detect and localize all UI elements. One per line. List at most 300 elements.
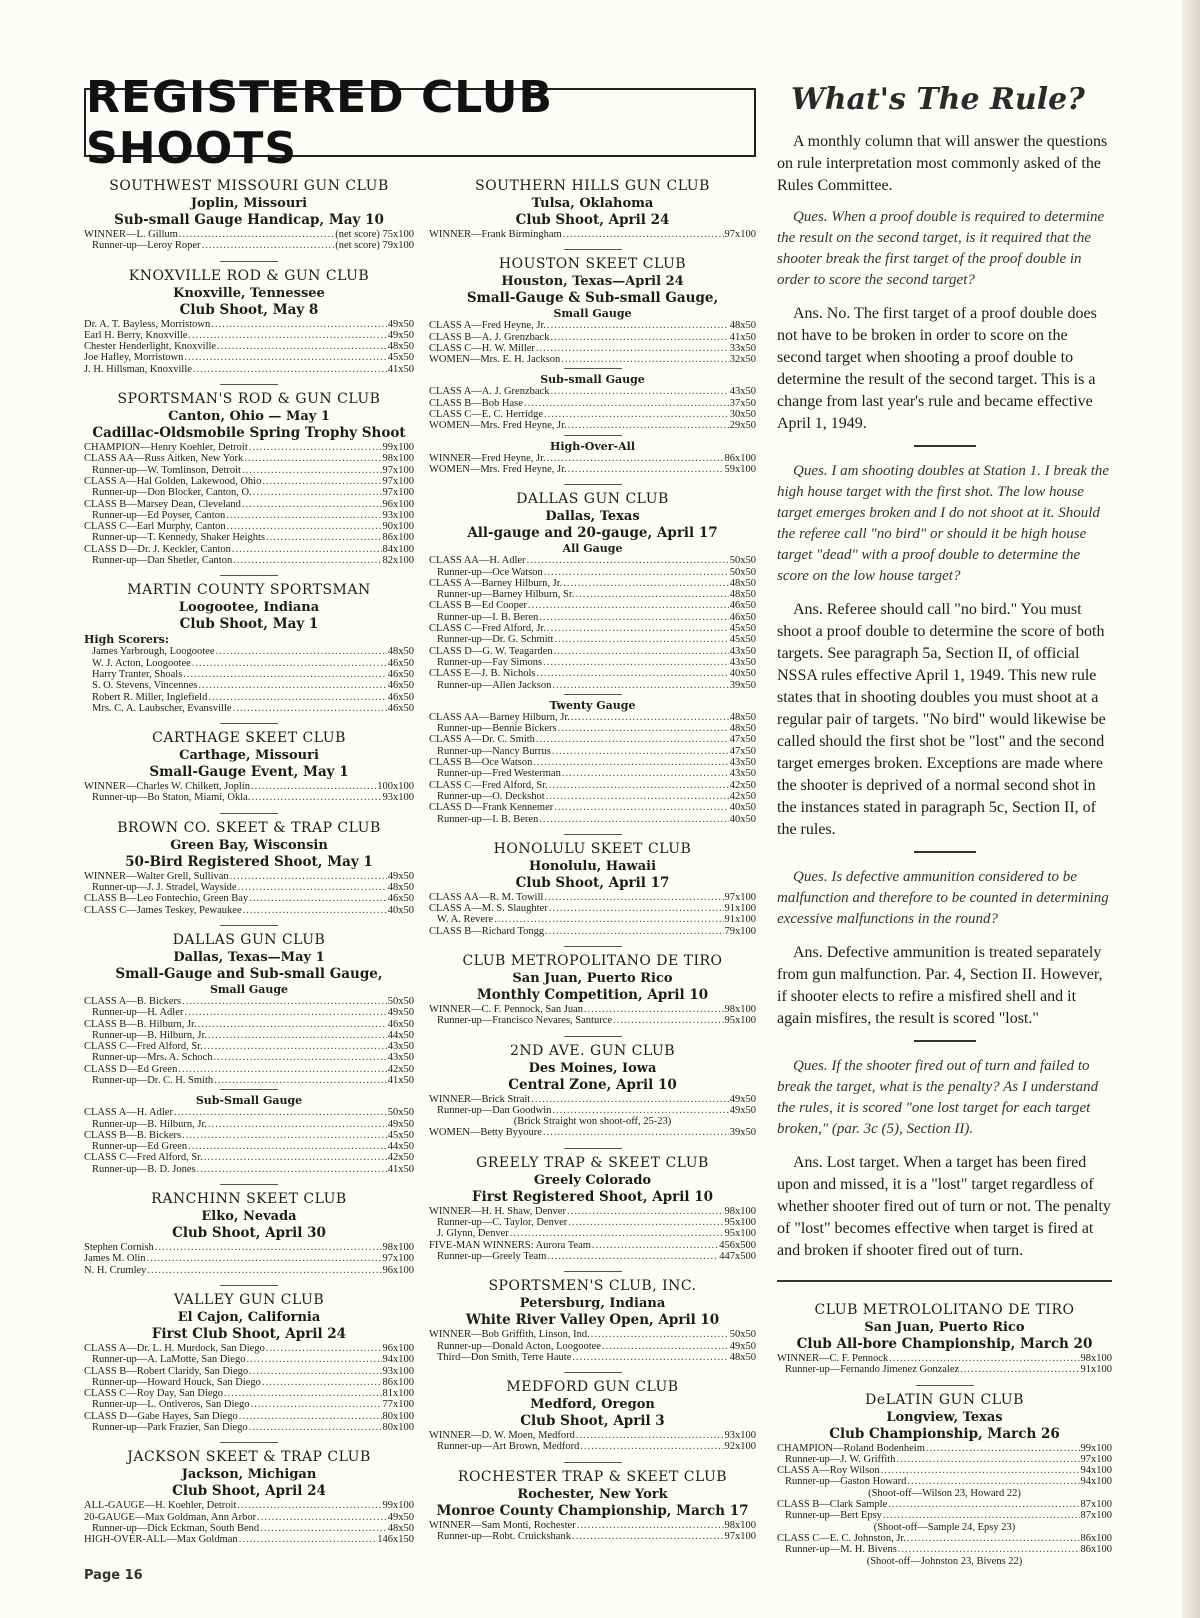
competitor-score: 33x50: [729, 342, 756, 354]
dot-leader: [510, 1228, 724, 1239]
club-divider: [220, 575, 278, 576]
dot-leader: [524, 398, 729, 409]
competitor-name: Runner-up—Allen Jackson: [437, 679, 552, 691]
competitor-name: Runner-up—I. B. Beren: [437, 611, 539, 623]
dot-leader: [238, 882, 387, 893]
result-row: [429, 746, 756, 757]
club-divider: [220, 723, 278, 724]
competitor-score: 96x100: [382, 498, 414, 510]
dot-leader: [233, 555, 381, 566]
dot-leader: [266, 532, 382, 543]
result-row: [84, 1152, 414, 1163]
result-row: [429, 892, 756, 903]
dot-leader: [182, 996, 387, 1007]
competitor-score: 97x100: [1080, 1453, 1112, 1465]
result-row: [84, 882, 414, 893]
result-row: [84, 781, 414, 792]
qa-list: [777, 207, 1112, 1262]
result-row: [84, 1534, 414, 1545]
result-row: [429, 1127, 756, 1138]
competitor-name: Runner-up—Ed Green: [92, 1141, 188, 1153]
result-row: [84, 1164, 414, 1175]
result-row: [429, 768, 756, 779]
club-location: Joplin, Missouri: [190, 196, 308, 211]
club-block: [84, 1449, 414, 1545]
club-location: Dallas, Texas: [545, 509, 640, 525]
dot-leader: [547, 320, 729, 331]
competitor-score: 46x50: [387, 691, 414, 703]
answer-text: Ans. No. The first target of a proof double does not have to be broken in order to score on the second target when shooting a proof double to determine the result of the second target. This is a change from last year's rule and became effective April 1, 1949.: [777, 305, 1097, 432]
competitor-score: 48x50: [387, 341, 414, 353]
competitor-score: 97x100: [382, 475, 414, 487]
result-row: [429, 409, 756, 420]
dot-leader: [249, 442, 382, 453]
competitor-name: Runner-up—Bo Staton, Miami, Okla.: [92, 792, 251, 804]
competitor-score: 46x50: [387, 680, 414, 692]
result-row: [429, 780, 756, 791]
competitor-name: Runner-up—Bert Epsy: [785, 1510, 882, 1522]
event-name: Small-Gauge and Sub-small Gauge,: [115, 965, 383, 982]
competitor-name: J. H. Hillsman, Knoxville: [84, 363, 192, 375]
competitor-name: Runner-up—Dr. G. Schmitt: [437, 634, 554, 646]
competitor-score: 49x50: [729, 1104, 756, 1116]
dot-leader: [192, 658, 387, 669]
competitor-name: CLASS D—G. W. Teagarden: [429, 645, 553, 657]
competitor-name: Robert R. Miller, Inglefield: [92, 691, 208, 703]
club-block: [84, 1191, 414, 1276]
competitor-score: 42x50: [387, 1063, 414, 1075]
competitor-score: 87x100: [1080, 1510, 1112, 1522]
competitor-name: WINNER—D. W. Moen, Medford: [429, 1430, 575, 1442]
competitor-score: 43x50: [729, 656, 756, 668]
dot-leader: [536, 343, 729, 354]
club-location: Longview, Texas: [886, 1409, 1003, 1425]
club-name: DALLAS GUN CLUB: [172, 931, 326, 948]
club-block: [429, 841, 756, 937]
club-location: Loogootee, Indiana: [178, 600, 320, 616]
club-divider: [916, 1385, 974, 1386]
competitor-name: WINNER—Sam Monti, Rochester: [429, 1519, 576, 1531]
competitor-name: WINNER—Fred Heyne, Jr.: [429, 452, 546, 464]
competitor-name: Runner-up—Dan Goodwin: [437, 1104, 552, 1116]
dot-leader: [198, 1019, 387, 1030]
event-name: Monthly Competition, April 10: [476, 986, 709, 1003]
club-divider: [564, 1462, 622, 1463]
dot-leader: [214, 1052, 387, 1063]
club-block: [84, 391, 414, 566]
dot-leader: [251, 1399, 382, 1410]
competitor-score: 45x50: [729, 634, 756, 646]
result-row: [429, 634, 756, 645]
competitor-name: WINNER—Brick Strait: [429, 1093, 531, 1105]
club-name: BROWN CO. SKEET & TRAP CLUB: [117, 819, 381, 836]
club-block: [429, 1043, 756, 1139]
qa-divider: [914, 445, 976, 447]
competitor-score: 43x50: [387, 1052, 414, 1064]
dot-leader: [554, 646, 729, 657]
dot-leader: [533, 757, 728, 768]
club-divider: [564, 1036, 622, 1037]
club-block: [84, 178, 414, 252]
competitor-name: CLASS AA—Russ Aitken, New York: [84, 453, 244, 465]
competitor-name: Harry Tranter, Shoals: [92, 668, 183, 680]
dot-leader: [571, 712, 729, 723]
dot-leader: [568, 464, 724, 475]
competitor-name: CLASS C—Fred Alford, Sr.: [84, 1041, 203, 1053]
competitor-score: 91x100: [724, 914, 756, 926]
event-name: First Club Shoot, April 24: [151, 1325, 347, 1342]
competitor-score: 99x100: [382, 1500, 414, 1512]
competitor-name: Runner-up—Donald Acton, Loogootee: [437, 1340, 601, 1352]
competitor-score: 98x100: [1080, 1353, 1112, 1364]
club-name: SOUTHWEST MISSOURI GUN CLUB: [109, 178, 389, 194]
club-location: Tulsa, Oklahoma: [531, 196, 654, 211]
competitor-score: 98x100: [724, 1003, 756, 1015]
competitor-score: 97x100: [382, 487, 414, 499]
competitor-name: CLASS A—A. J. Grenzback: [429, 386, 550, 398]
competitor-name: Runner-up—Mrs. A. Schoch: [92, 1052, 213, 1064]
competitor-score: 40x50: [729, 802, 756, 814]
competitor-name: 20-GAUGE—Max Goldman, Ann Arbor: [84, 1511, 257, 1523]
competitor-score: 50x50: [729, 1329, 756, 1341]
competitor-name: Runner-up—M. H. Bivens: [785, 1544, 897, 1556]
club-divider: [220, 261, 278, 262]
competitor-score: 91x100: [724, 903, 756, 915]
dot-leader: [198, 680, 386, 691]
competitor-score: 45x50: [387, 352, 414, 364]
competitor-score: 49x50: [387, 1118, 414, 1130]
competitor-score: 98x100: [382, 1242, 414, 1254]
club-location: Carthage, Missouri: [179, 748, 319, 764]
competitor-score: 39x50: [729, 1127, 756, 1139]
title-banner: [84, 71, 756, 174]
dot-leader: [262, 1377, 382, 1388]
competitor-score: 80x100: [382, 1422, 414, 1434]
competitor-score: 29x50: [729, 420, 756, 432]
result-row: [429, 1116, 756, 1127]
result-row: [84, 1377, 414, 1388]
dot-leader: [178, 1064, 386, 1075]
competitor-name: N. H. Crumley: [84, 1264, 147, 1276]
competitor-score: 40x50: [387, 904, 414, 916]
competitor-score: 59x100: [724, 463, 756, 475]
club-location: Des Moines, Iowa: [528, 1060, 657, 1076]
competitor-name: CLASS B—Bob Hase: [429, 397, 523, 409]
event-name: Small-Gauge & Sub-small Gauge,: [466, 290, 719, 307]
result-row: [84, 544, 414, 555]
result-row: [777, 1522, 1112, 1533]
competitor-name: (Brick Straight won shoot-off, 25-23): [513, 1116, 672, 1128]
event-name: Monroe County Championship, March 17: [436, 1502, 749, 1519]
section-divider: [777, 1280, 1112, 1282]
dot-leader: [253, 487, 382, 498]
result-row: [84, 1354, 414, 1365]
group-heading: Sub-small Gauge: [540, 373, 645, 387]
competitor-score: 43x50: [729, 645, 756, 657]
club-divider: [564, 946, 622, 947]
dot-leader: [244, 453, 381, 464]
page-edge-shadow: [1182, 0, 1200, 1618]
dot-leader: [546, 791, 729, 802]
dot-leader: [214, 1075, 387, 1086]
competitor-name: WINNER—Frank Birmingham: [429, 229, 562, 240]
dot-leader: [242, 465, 382, 476]
result-row: [429, 1329, 756, 1340]
result-row: [429, 589, 756, 600]
competitor-name: CLASS C—Roy Day, San Diego: [84, 1388, 224, 1400]
result-row: [429, 623, 756, 634]
result-row: [84, 1130, 414, 1141]
competitor-name: WINNER—Walter Grell, Sullivan: [84, 870, 229, 882]
competitor-name: Runner-up—W. Tomlinson, Detroit: [92, 464, 241, 476]
competitor-name: Runner-up—L. Ontiveros, San Diego: [92, 1399, 250, 1411]
result-row: [429, 802, 756, 813]
answer-text: Ans. Lost target. When a target has been fired upon and missed, it is a "lost" target regardless of whether shooter fired out of turn or not. The penalty of "lost" becomes effective when target is fired at and broken if shooter fired out of turn.: [777, 1154, 1111, 1259]
result-row: [429, 1520, 756, 1531]
event-name: Club Shoot, April 24: [172, 1483, 326, 1500]
competitor-score: 93x100: [724, 1430, 756, 1442]
competitor-score: 42x50: [387, 1152, 414, 1164]
result-row: [84, 442, 414, 453]
dot-leader: [567, 1206, 724, 1217]
competitor-name: Chester Henderlight, Knoxville: [84, 341, 217, 353]
dot-leader: [251, 792, 381, 803]
dot-leader: [552, 1105, 728, 1116]
result-row: [777, 1533, 1112, 1544]
competitor-score: 93x100: [382, 509, 414, 521]
club-divider: [564, 249, 622, 250]
competitor-score: 43x50: [729, 757, 756, 769]
dot-leader: [926, 1443, 1080, 1454]
competitor-name: (Shoot-off—Wilson 23, Howard 22): [868, 1487, 1021, 1499]
dot-leader: [230, 871, 387, 882]
dot-leader: [572, 1352, 728, 1363]
result-row: [84, 487, 414, 498]
competitor-score: 49x50: [729, 1340, 756, 1352]
dot-leader: [527, 555, 729, 566]
club-location: Petersburg, Indiana: [519, 1296, 666, 1312]
result-row: [777, 1364, 1112, 1375]
competitor-score: 92x100: [724, 1441, 756, 1453]
competitor-score: 98x100: [382, 453, 414, 465]
result-row: [429, 914, 756, 925]
event-name: First Registered Shoot, April 10: [472, 1188, 713, 1205]
club-name: CARTHAGE SKEET CLUB: [152, 730, 346, 747]
competitor-score: 48x50: [729, 723, 756, 735]
dot-leader: [545, 926, 723, 937]
dot-leader: [215, 646, 386, 657]
competitor-name: CLASS A—Fred Heyne, Jr.: [429, 320, 546, 332]
competitor-score: 45x50: [729, 623, 756, 635]
competitor-score: 49x50: [387, 1007, 414, 1019]
result-row: [84, 646, 414, 657]
club-divider: [220, 1442, 278, 1443]
competitor-score: 48x50: [387, 1522, 414, 1534]
club-name: KNOXVILLE ROD & GUN CLUB: [128, 267, 370, 284]
competitor-score: 46x50: [387, 668, 414, 680]
competitor-score: 96x100: [382, 1264, 414, 1276]
competitor-score: 46x50: [387, 657, 414, 669]
result-row: [429, 1094, 756, 1105]
result-row: [84, 1107, 414, 1118]
result-row: [84, 1019, 414, 1030]
question-text: Ques. When a proof double is required to determine the result on the second target, is it required that the shooter break the first target of the proof double in order to score the second target?: [777, 209, 1105, 288]
group-heading: Sub-Small Gauge: [195, 1094, 303, 1108]
club-location: Honolulu, Hawaii: [528, 858, 657, 874]
dot-leader: [188, 1141, 387, 1152]
competitor-score: 46x50: [387, 893, 414, 905]
result-row: [84, 1052, 414, 1063]
event-name: Sub-small Gauge Handicap, May 10: [114, 212, 384, 228]
competitor-score: 46x50: [387, 1018, 414, 1030]
dot-leader: [572, 1531, 724, 1542]
dot-leader: [547, 453, 724, 464]
result-row: [84, 1265, 414, 1276]
dot-leader: [561, 354, 729, 365]
competitor-name: CLASS A—Dr. L. H. Murdock, San Diego: [84, 1342, 265, 1354]
competitor-score: 97x100: [382, 464, 414, 476]
competitor-name: CLASS C—Earl Murphy, Canton: [84, 521, 226, 533]
result-row: [429, 1217, 756, 1228]
result-row: [84, 510, 414, 521]
event-name: Cadillac-Oldsmobile Spring Trophy Shoot: [92, 425, 406, 442]
event-name: Club Shoot, April 17: [515, 874, 670, 891]
dot-leader: [544, 409, 729, 420]
event-name: White River Valley Open, April 10: [465, 1312, 720, 1329]
competitor-score: 86x100: [724, 452, 756, 464]
competitor-score: 447x500: [719, 1250, 756, 1262]
result-row: [429, 757, 756, 768]
dot-leader: [242, 499, 382, 510]
dot-leader: [549, 780, 729, 791]
competitor-name: CLASS B—Richard Tongg: [429, 925, 545, 937]
result-row: [429, 1228, 756, 1239]
dot-leader: [184, 352, 386, 363]
competitor-score: 41x50: [729, 331, 756, 343]
result-row: [429, 1341, 756, 1352]
dot-leader: [563, 229, 724, 240]
competitor-name: W. A. Revere: [437, 914, 494, 926]
competitor-name: CLASS C—Fred Alford, Sr.: [429, 779, 548, 791]
dot-leader: [204, 1041, 387, 1052]
competitor-score: 95x100: [724, 1228, 756, 1240]
club-name: SPORTSMEN'S CLUB, INC.: [488, 1278, 697, 1295]
competitor-name: Runner-up—J. W. Griffith: [785, 1453, 896, 1465]
competitor-score: 48x50: [729, 320, 756, 332]
club-location: Medford, Oregon: [530, 1397, 655, 1413]
competitor-score: 79x100: [724, 925, 756, 937]
dot-leader: [239, 1411, 382, 1422]
dot-leader: [575, 589, 728, 600]
result-row: [429, 1251, 756, 1262]
club-name: SOUTHERN HILLS GUN CLUB: [475, 178, 710, 194]
club-name: RANCHINN SKEET CLUB: [151, 1191, 347, 1208]
dot-leader: [246, 1354, 381, 1365]
dot-leader: [237, 1500, 381, 1511]
competitor-name: CLASS A—Roy Wilson: [777, 1465, 880, 1477]
competitor-score: 98x100: [724, 1519, 756, 1531]
club-block: [84, 730, 414, 804]
club-name: MEDFORD GUN CLUB: [506, 1379, 679, 1396]
result-row: [84, 1030, 414, 1041]
result-row: [84, 1500, 414, 1511]
club-divider: [220, 384, 278, 385]
result-row: [84, 1242, 414, 1253]
result-row: [429, 1004, 756, 1015]
qa-divider: [914, 1040, 976, 1042]
competitor-score: 41x50: [387, 1074, 414, 1086]
result-row: [429, 600, 756, 611]
club-name: CLUB METROLOLITANO DE TIRO: [814, 1302, 1075, 1318]
dot-leader: [266, 1343, 382, 1354]
competitor-name: Runner-up—T. Kennedy, Shaker Heights: [92, 532, 265, 544]
competitor-score: 39x50: [729, 679, 756, 691]
result-row: [429, 578, 756, 589]
result-row: [777, 1488, 1112, 1499]
competitor-name: Runner-up—I. B. Beren: [437, 813, 539, 825]
event-name: Club Shoot, May 8: [179, 301, 319, 318]
dot-leader: [251, 781, 376, 792]
club-location: Knoxville, Tennessee: [173, 285, 325, 301]
competitor-name: CLASS C—Fred Alford, Sr.: [84, 1152, 203, 1164]
competitor-name: CLASS B—B. Bickers: [84, 1129, 182, 1141]
competitor-score: 86x100: [1080, 1544, 1112, 1556]
competitor-name: Runner-up—B. Hilburn, Jr.: [92, 1029, 207, 1041]
page-title: REGISTERED CLUB SHOOTS: [86, 71, 553, 174]
club-name: CLUB METROPOLITANO DE TIRO: [462, 952, 723, 969]
dot-leader: [494, 914, 723, 925]
result-row: [84, 341, 414, 352]
competitor-name: CLASS C—E. C. Johnston, Jr.: [777, 1532, 906, 1544]
group-heading: High-Over-All: [549, 439, 636, 453]
dot-leader: [563, 578, 728, 589]
club-location: Houston, Texas—April 24: [501, 274, 684, 290]
dot-leader: [898, 1544, 1080, 1555]
competitor-name: CHAMPION—Henry Koehler, Detroit: [84, 442, 248, 454]
subheading: High Scorers:: [84, 633, 169, 647]
group-divider: [564, 694, 622, 695]
event-name: Small-Gauge Event, May 1: [149, 764, 349, 781]
result-row: [429, 1015, 756, 1026]
dot-leader: [562, 768, 729, 779]
competitor-name: W. J. Acton, Loogootee: [92, 657, 191, 669]
event-name: 50-Bird Registered Shoot, May 1: [125, 853, 373, 870]
dot-leader: [591, 1329, 729, 1340]
event-name: Club Shoot, April 3: [520, 1413, 665, 1430]
competitor-score: 49x50: [729, 1093, 756, 1105]
result-row: [84, 792, 414, 803]
club-block: [429, 953, 756, 1027]
competitor-score: 48x50: [729, 577, 756, 589]
competitor-name: CLASS B—B. Hilburn, Jr.: [84, 1018, 197, 1030]
competitor-name: FIVE-MAN WINNERS: Aurora Team: [429, 1239, 591, 1251]
result-row: [84, 1422, 414, 1433]
result-row: [429, 464, 756, 475]
competitor-score: 146x150: [377, 1534, 414, 1546]
competitor-name: WINNER—H. H. Shaw, Denver: [429, 1205, 566, 1217]
club-divider: [220, 1184, 278, 1185]
rules-column: [777, 83, 1112, 1576]
competitor-score: 48x50: [729, 1351, 756, 1363]
competitor-score: 95x100: [724, 1217, 756, 1229]
dot-leader: [960, 1364, 1079, 1375]
competitor-score: 84x100: [382, 543, 414, 555]
competitor-score: 50x50: [729, 555, 756, 567]
competitor-name: Runner-up—Greely Team: [437, 1250, 547, 1262]
club-location: San Juan, Puerto Rico: [864, 1320, 1025, 1335]
result-row: [429, 791, 756, 802]
competitor-name: Runner-up—Don Blocker, Canton, O.: [92, 487, 252, 499]
